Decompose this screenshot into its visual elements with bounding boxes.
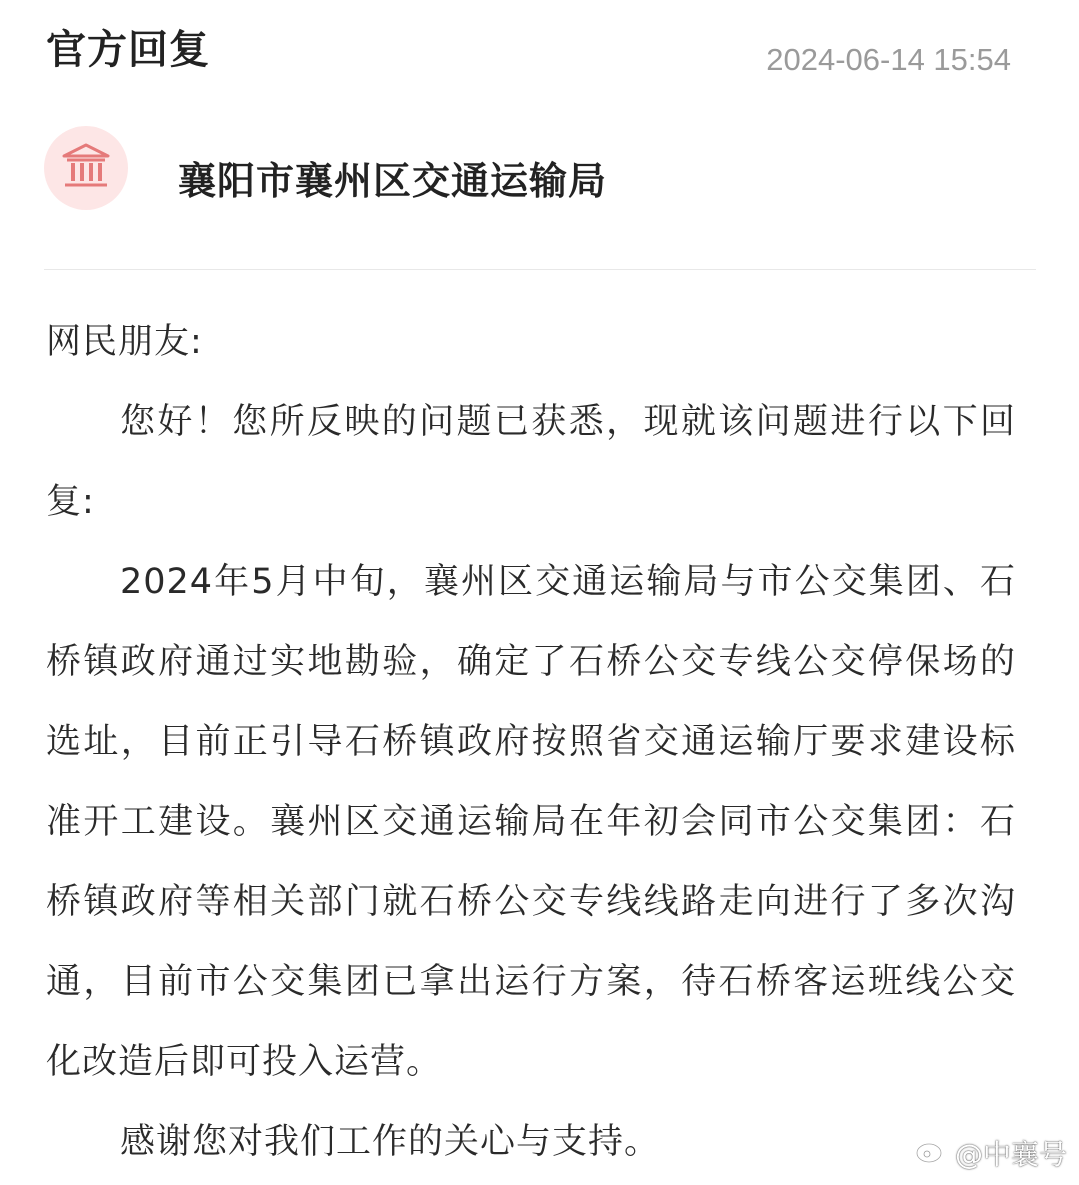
reply-paragraph: 您好！您所反映的问题已获悉，现就该问题进行以下回复: [46, 402, 1016, 522]
org-name[interactable]: 襄阳市襄州区交通运输局 [178, 159, 608, 203]
reply-paragraph: 2024年5月中旬，襄州区交通运输局与市公交集团、石桥镇政府通过实地勘验，确定了石桥公交专线公交停保场的选址，目前正引导石桥镇政府按照省交通运输厅要求建设标准开工建设。襄州区交通运输局在年初会同市公交集团：石桥镇政府等相关部门就石桥公交专线线路走向进行了多次沟通，目前市公交集团已拿出运行方案，待石桥客运班线公交化改造后即可投入运营。 [46, 562, 1016, 1082]
reply-timestamp: 2024-06-14 15:54 [766, 42, 1011, 77]
reply-content [46, 302, 1016, 1182]
salutation: 网民朋友: [46, 322, 203, 362]
watermark-text: @中襄号 [954, 1138, 1067, 1171]
divider [44, 269, 1036, 270]
reply-paragraph: 感谢您对我们工作的关心与支持。 [120, 1122, 661, 1162]
weibo-icon [915, 1135, 949, 1175]
org-avatar[interactable] [44, 126, 128, 210]
watermark [915, 1135, 1067, 1175]
org-row[interactable] [0, 110, 1079, 270]
page-title: 官方回复 [46, 27, 210, 73]
header [0, 0, 1079, 110]
government-building-icon [62, 143, 110, 193]
